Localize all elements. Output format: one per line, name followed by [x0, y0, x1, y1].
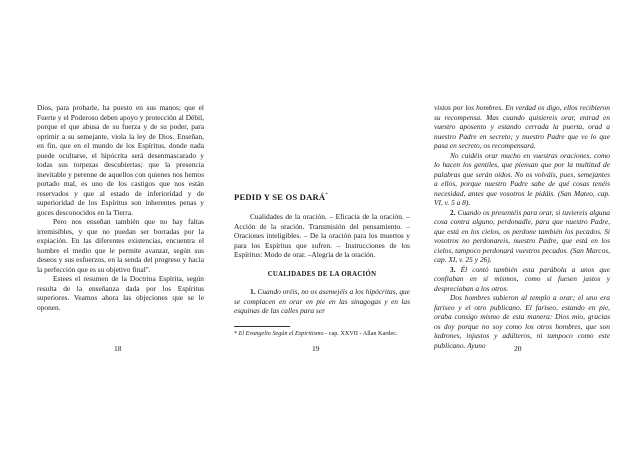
- page-number: 20: [514, 344, 522, 353]
- page-number: 18: [114, 344, 122, 353]
- footnote: [234, 330, 410, 338]
- paragraph: Dos hombres subieron al templo a orar; el uno era fariseo y el otro publicano. El fariseo, estando en pie, oraba consigo mismo de esta manera: Dios mío, gracias os doy porque no soy como los otros hombres, que son ladrones, injustos y adúlteros, ni tampoco como este publicano. Ayuno: [434, 293, 610, 350]
- title-footnote-mark: *: [325, 193, 329, 199]
- verse-text: Cuando oréis, no os asemejéis a los hipócritas, que se complacen en orar en pie en las sinagogas y en las esquinas de las calles para ser: [234, 287, 410, 315]
- paragraph: Pero nos enseñan también que no hay faltas irremisibles, y que no puedan ser borradas por la expiación. En las diferentes existencias, encuentra el hombre el medio que le permite avanzar, según sus deseos y sus esfuerzos, en la senda del progreso y hacia la perfección que es su objetivo final".: [37, 217, 204, 274]
- page-18: [0, 0, 212, 451]
- page-20: [425, 0, 638, 451]
- verse-paragraph: [234, 287, 410, 316]
- verse-number: 2.: [450, 207, 456, 217]
- verse-text: Cuando os presentéis para orar, si tuviereis alguna cosa contra alguno, perdonadle, para que nuestro Padre, que está en los cielos, os perdone también los pecados. Si vosotros no perdonareis, nuestro Padre, que está en los cielos, tampoco perdonará vuestros pecados. (San Marcos, cap. XI, v. 25 y 26).: [434, 207, 610, 264]
- footnote-book-title: El Evangelio Según el Espiritismo: [238, 329, 324, 337]
- page-18-text: [37, 103, 204, 312]
- section-heading: CUALIDADES DE LA ORACIÓN: [267, 270, 377, 278]
- verse-number: 1.: [250, 287, 256, 296]
- chapter-title: [234, 192, 328, 202]
- page-19: [212, 0, 425, 451]
- paragraph: No cuidéis orar mucho en vuestras oraciones, como lo hacen los gentiles, que piensan que por la multitud de palabras que serán oídos. No os volváis, pues, semejantes a ellos, porque nuestro Padre sabe de qué cosas tenéis necesidad, antes que vosotros le pidáis. (San Mateo, cap. VI, v. 5 a 8).: [434, 150, 610, 207]
- paragraph: [434, 208, 610, 265]
- footnote-reference: - cap. XXVII - Allan Kardec.: [323, 329, 398, 337]
- paragraph: Estees el resumen de la Doctrina Espírita, según resulta de la enseñanza dada por los Espíritus superiores. Veamos ahora las objeciones que se le oponen.: [37, 274, 204, 312]
- paragraph: Dios, para probarle, ha puesto en sus manos; que el Fuerte y el Poderoso deben apoyo y protección al Débil, porque el que abusa de su fuerza y de su poder, para oprimir a su semejante, viola la ley de Dios. Enseñan, en fin, que en el mundo de los Espíritus, donde nada puede ocultarse, el hipócrita será desenmascarado y todas sus torpezas descubiertas; que la presencia inevitable y perenne de aquellos con quienes nos hemos portado mal, es uno de los castigos que nos están reservados y que al estado de inferioridad y de superioridad de los Espíritus son inherentes penas y goces desconocidos en la Tierra.: [37, 103, 204, 217]
- verse-text: Él contó también esta parábola a unos que confiaban en sí mismos, como si fuesen justos y despreciaban a los otros.: [434, 264, 610, 293]
- page-20-text: [434, 103, 610, 350]
- chapter-title-text: PEDID Y SE OS DARÁ: [234, 192, 326, 202]
- paragraph: vistos por los hombres. En verdad os digo, ellos recibieron su recompensa. Mas cuando quisiereis orar, entrad en vuestro aposento y estando cerrada la puerta, orad a nuestro Padre en secreto; y nuestro Padre que ve lo que pasa en secreto, os recompensará.: [434, 103, 610, 150]
- footnote-divider: [234, 326, 290, 327]
- page-number: 19: [312, 344, 320, 353]
- paragraph: [434, 265, 610, 294]
- chapter-summary: Cualidades de la oración. – Eficacia de la oración. – Acción de la oración. Transmisión del pensamiento. – Oraciones inteligibles. – De la oración para los muertos y para los Espíritus que sufren. – Instrucciones de los Espíritus: Modo de orar. –Alegría de la oración.: [234, 212, 410, 259]
- verse-number: 3.: [450, 264, 456, 274]
- chapter-body: [234, 212, 410, 338]
- footnote-mark: *: [234, 329, 238, 337]
